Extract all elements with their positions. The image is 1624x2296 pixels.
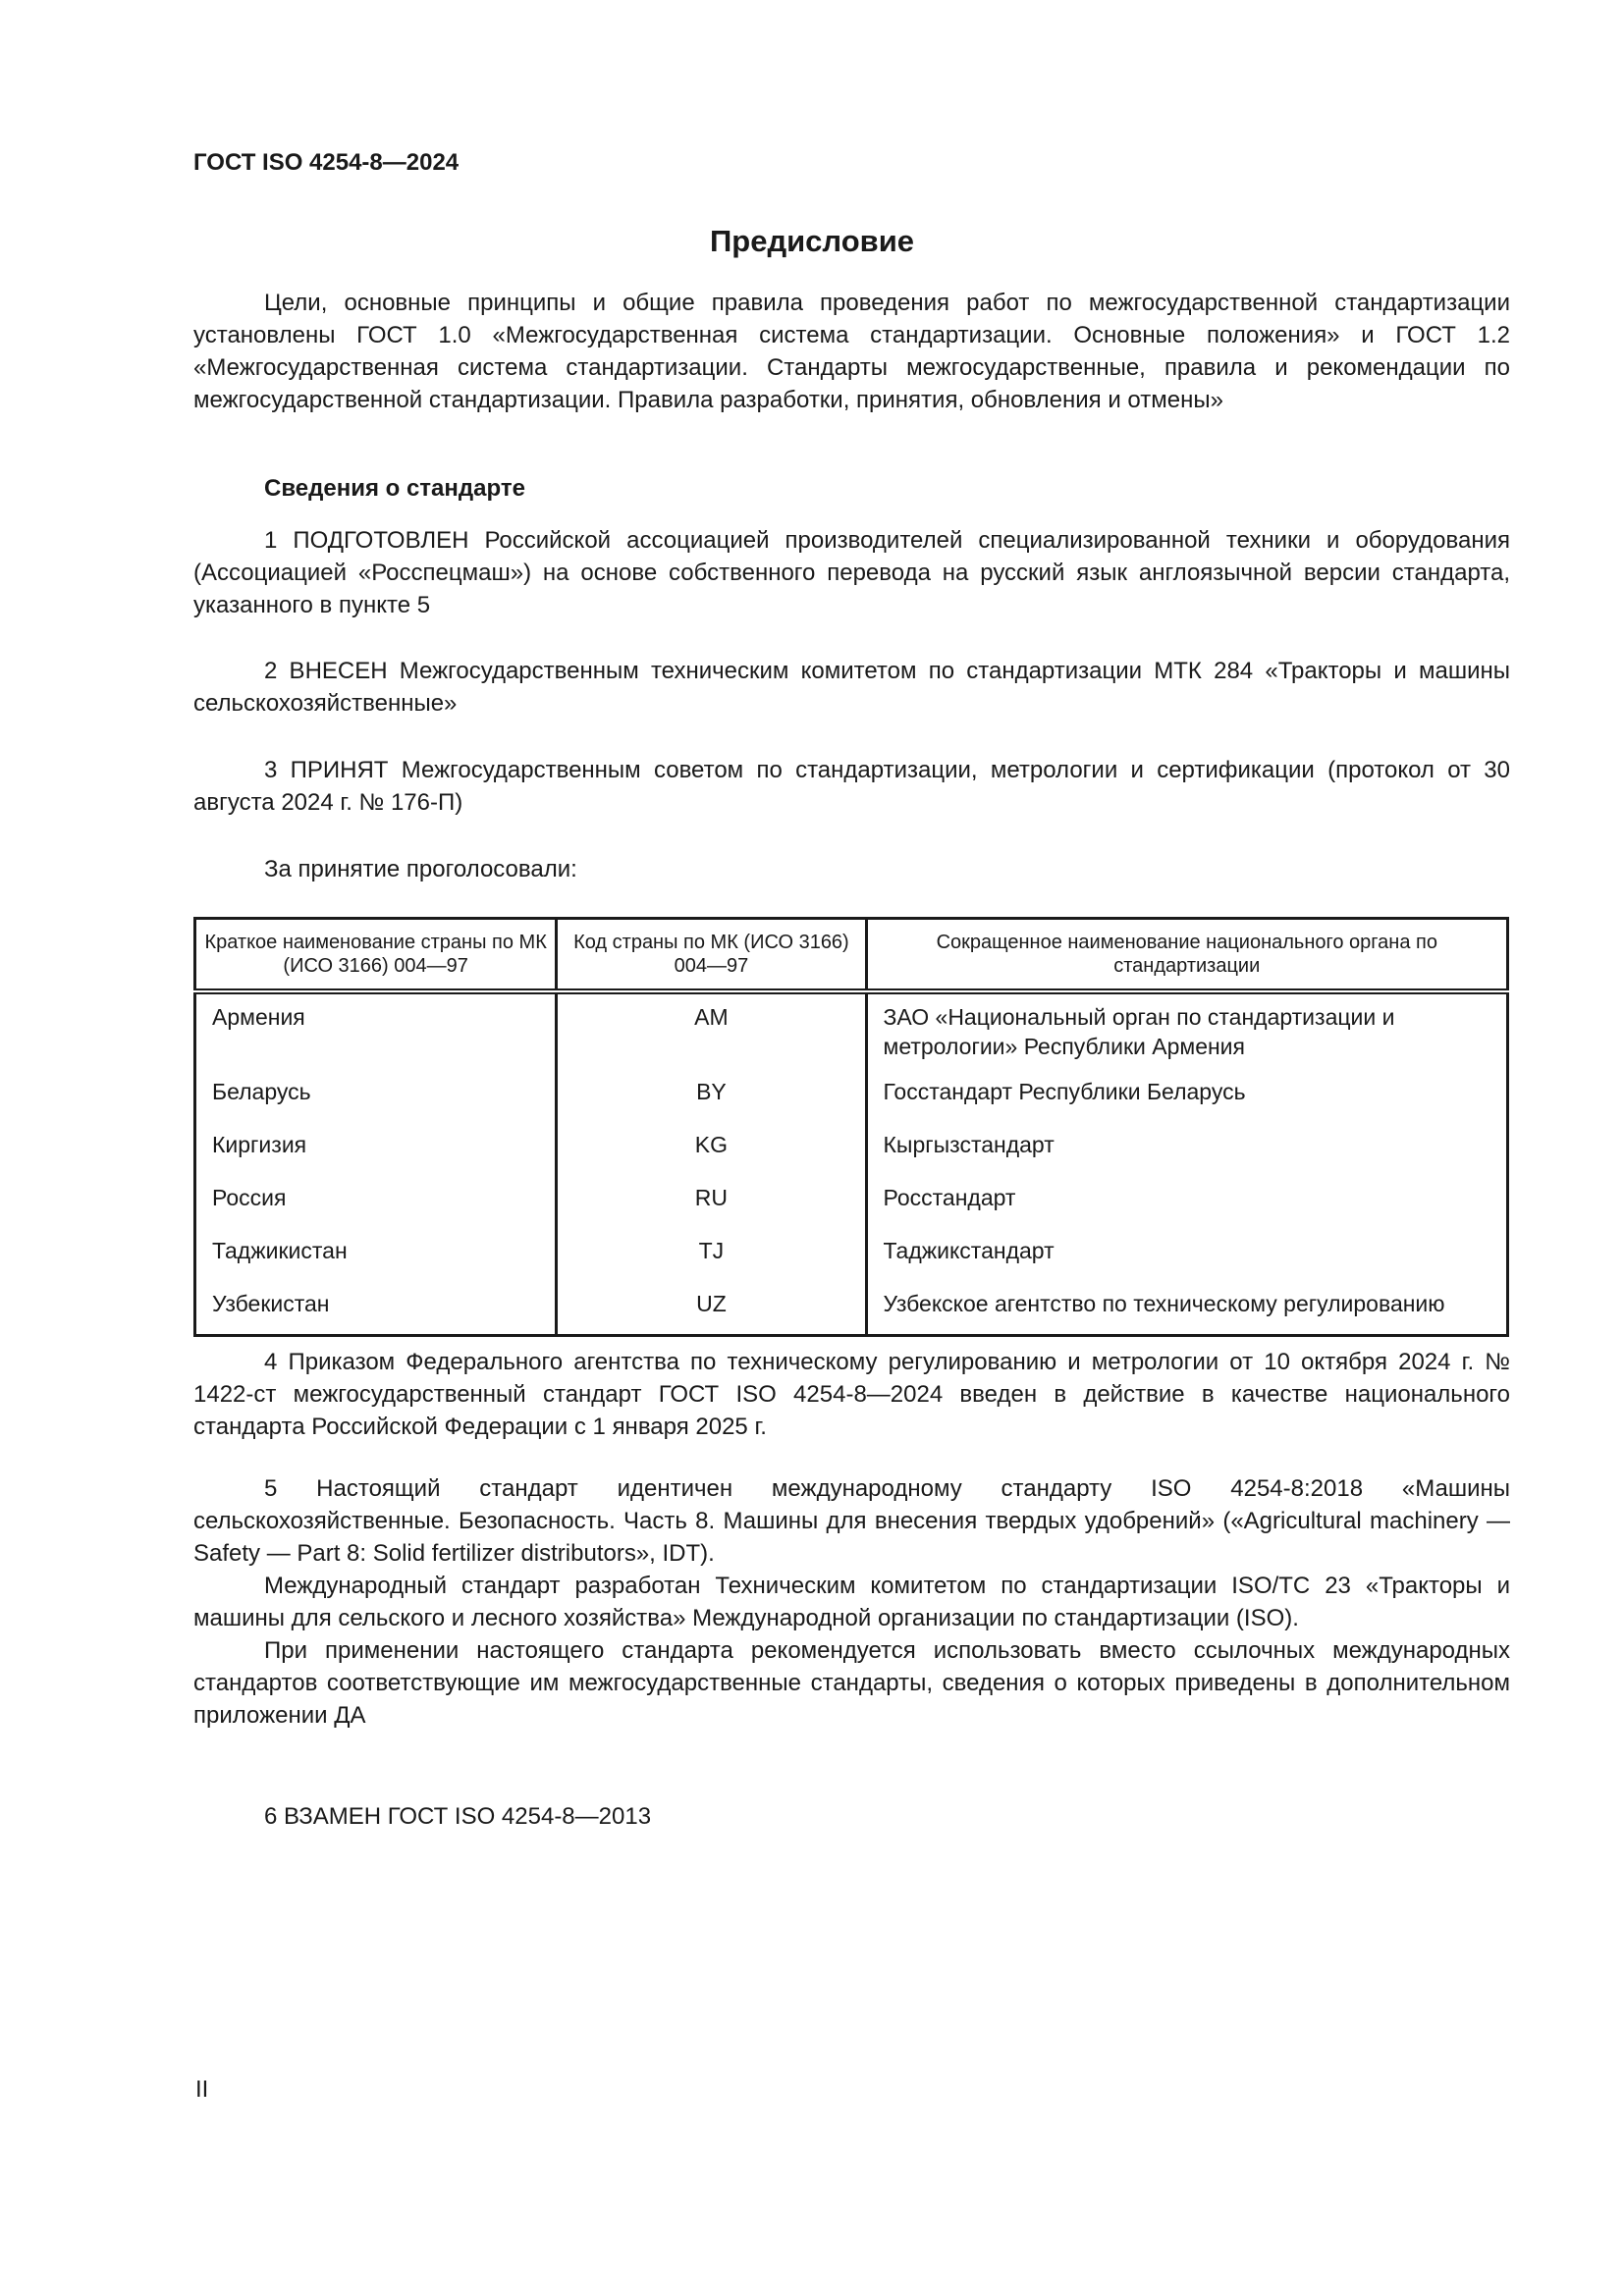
table-row [195, 1285, 1508, 1336]
country-code: BY [557, 1073, 866, 1126]
page-number: II [195, 2076, 209, 2103]
country-name: Россия [195, 1179, 557, 1232]
national-body: Госстандарт Республики Беларусь [866, 1073, 1507, 1126]
national-body: ЗАО «Национальный орган по стандартизации и метрологии» Республики Армения [866, 991, 1507, 1073]
country-code: TJ [557, 1232, 866, 1285]
item-5 [193, 1472, 1510, 1732]
item-6 [193, 1800, 1510, 1833]
country-name: Киргизия [195, 1126, 557, 1179]
country-code: RU [557, 1179, 866, 1232]
national-body: Таджикстандарт [866, 1232, 1507, 1285]
voted-label-block [193, 853, 1510, 885]
item-4 [193, 1346, 1510, 1443]
country-name: Узбекистан [195, 1285, 557, 1336]
item-3 [193, 754, 1510, 819]
intro-paragraph: Цели, основные принципы и общие правила проведения работ по межгосударственной стандартизации установлены ГОСТ 1.0 «Межгосударственная система стандартизации. Основные положения» и ГОСТ 1.2 «Межгосударственная система стандартизации. Стандарты межгосударственные, правила и рекомендации по межгосударственной стандартизации. Правила разработки, принятия, обновления и отмены» [193, 290, 1510, 413]
table-header-row [195, 919, 1508, 992]
item-1-text: 1 ПОДГОТОВЛЕН Российской ассоциацией производителей специализированной техники и оборудования (Ассоциацией «Росспецмаш») на основе собственного перевода на русский язык англоязычной версии стандарта, указанного в пункте 5 [193, 527, 1510, 618]
page-title: Предисловие [709, 224, 914, 258]
column-header-code: Код страны по МК (ИСО 3166) 004—97 [557, 919, 866, 992]
item-5-paragraph-2: Международный стандарт разработан Техническим комитетом по стандартизации ISO/TC 23 «Тракторы и машины для сельского и лесного хозяйства» Международной организации по стандартизации (ISO). [193, 1573, 1510, 1631]
item-5-paragraph-1: 5 Настоящий стандарт идентичен международному стандарту ISO 4254-8:2018 «Машины сельскохозяйственные. Безопасность. Часть 8. Машины для внесения твердых удобрений» («Agricultural machinery — Safety — Part 8: Solid fertilizer distributors», IDT). [193, 1475, 1510, 1567]
country-code: KG [557, 1126, 866, 1179]
item-5-paragraph-3: При применении настоящего стандарта рекомендуется использовать вместо ссылочных международных стандартов соответствующие им межгосударственные стандарты, сведения о которых приведены в дополнительном приложении ДА [193, 1637, 1510, 1729]
item-4-text: 4 Приказом Федерального агентства по техническому регулированию и метрологии от 10 октября 2024 г. № 1422-ст межгосударственный стандарт ГОСТ ISO 4254-8—2024 введен в действие в качестве национального стандарта Российской Федерации с 1 января 2025 г. [193, 1349, 1510, 1440]
country-name: Армения [195, 991, 557, 1073]
table-row [195, 1232, 1508, 1285]
table-row [195, 991, 1508, 1073]
national-body: Узбекское агентство по техническому регулированию [866, 1285, 1507, 1336]
voted-label: За принятие проголосовали: [264, 856, 577, 882]
item-1 [193, 524, 1510, 621]
column-header-national-body: Сокращенное наименование национального органа по стандартизации [866, 919, 1507, 992]
table-row [195, 1179, 1508, 1232]
column-header-country: Краткое наименование страны по МК (ИСО 3166) 004—97 [195, 919, 557, 992]
country-code: AM [557, 991, 866, 1073]
national-body: Кыргызстандарт [866, 1126, 1507, 1179]
member-states-table [193, 917, 1509, 1337]
item-2-text: 2 ВНЕСЕН Межгосударственным техническим комитетом по стандартизации МТК 284 «Тракторы и машины сельскохозяйственные» [193, 658, 1510, 717]
national-body: Росстандарт [866, 1179, 1507, 1232]
document-id-header: ГОСТ ISO 4254-8—2024 [193, 149, 460, 176]
item-6-text: 6 ВЗАМЕН ГОСТ ISO 4254-8—2013 [264, 1803, 652, 1830]
table-row [195, 1126, 1508, 1179]
section-heading-block [193, 472, 1510, 505]
country-name: Таджикистан [195, 1232, 557, 1285]
item-3-text: 3 ПРИНЯТ Межгосударственным советом по стандартизации, метрологии и сертификации (протокол от 30 августа 2024 г. № 176-П) [193, 757, 1510, 816]
section-heading: Сведения о стандарте [264, 475, 525, 502]
country-code: UZ [557, 1285, 866, 1336]
table-row [195, 1073, 1508, 1126]
country-name: Беларусь [195, 1073, 557, 1126]
item-2 [193, 655, 1510, 720]
intro-section [193, 287, 1510, 416]
